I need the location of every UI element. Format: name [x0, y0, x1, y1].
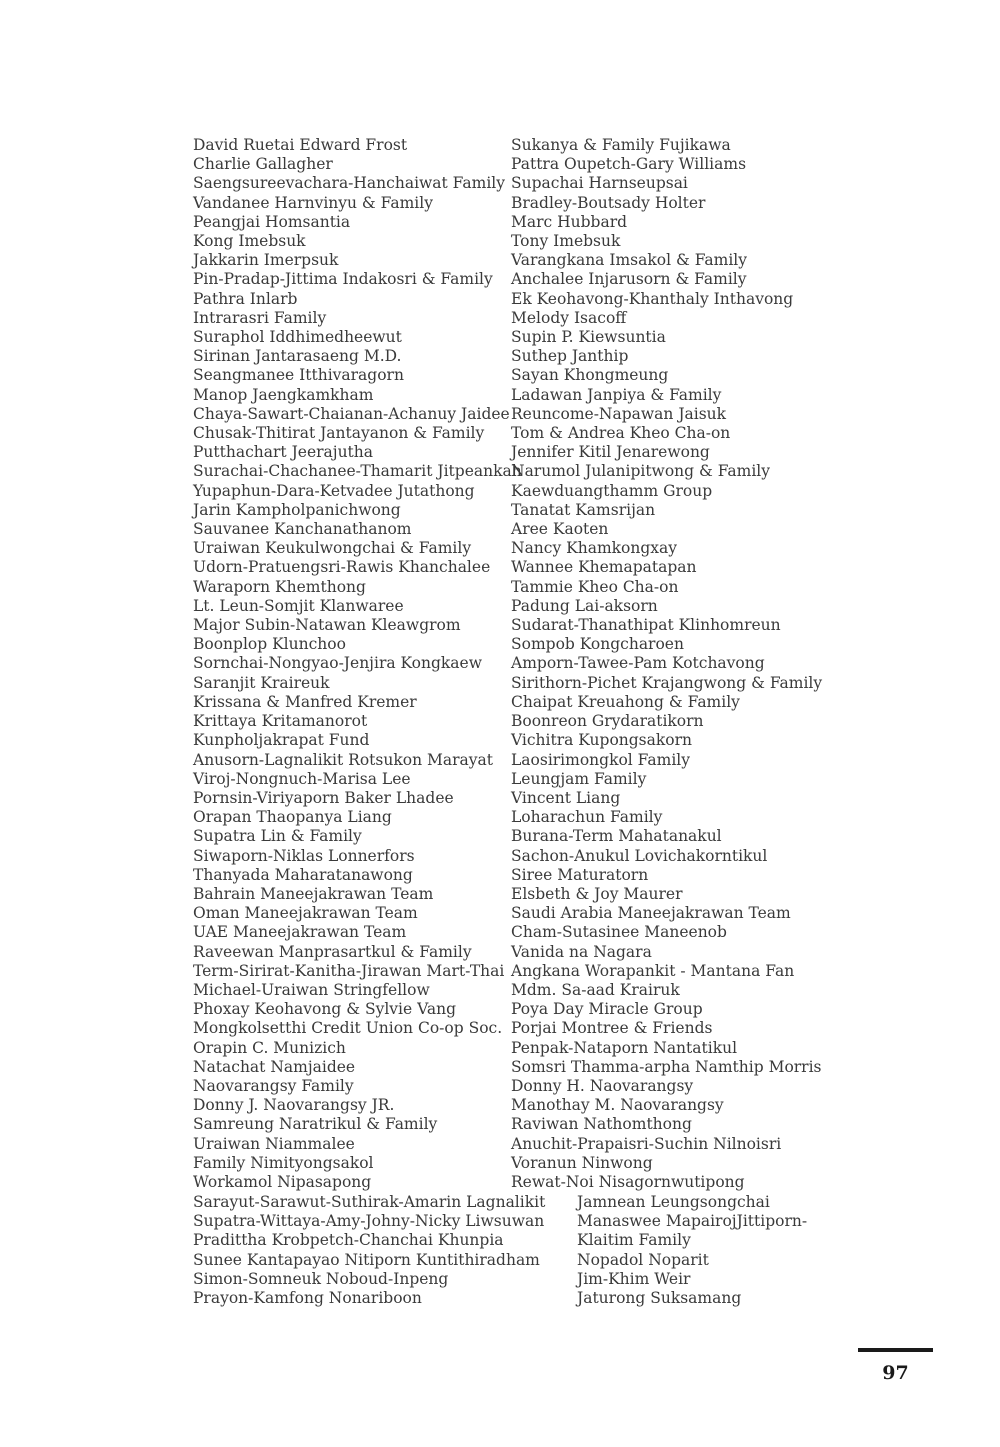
donor-name: Reuncome-Napawan Jaisuk [511, 404, 727, 423]
donor-name: Bahrain Maneejakrawan Team [193, 884, 434, 903]
donor-name: Boonplop Klunchoo [193, 635, 346, 654]
donor-name: Uraiwan Keukulwongchai & Family [193, 539, 472, 558]
donor-name: Vincent Liang [511, 788, 621, 807]
donor-name: Rewat-Noi Nisagornwutipong [511, 1172, 745, 1191]
donor-name: Seangmanee Itthivaragorn [193, 366, 404, 385]
donor-name: Jaturong Suksamang [577, 1289, 742, 1308]
donor-list-tail-right [577, 1193, 807, 1308]
donor-name: Supatra Lin & Family [193, 827, 362, 846]
donor-name: Saengsureevachara-Hanchaiwat Family [193, 174, 505, 193]
donor-name: Waraporn Khemthong [193, 577, 366, 596]
donor-name: Manaswee MapairojJittiporn- [577, 1212, 808, 1231]
donor-name: Pin-Pradap-Jittima Indakosri & Family [193, 270, 493, 289]
donor-name: Thanyada Maharatanawong [193, 865, 413, 884]
donor-list-right [511, 136, 822, 1192]
donor-name: Peangjai Homsantia [193, 212, 351, 231]
donor-name: Naovarangsy Family [193, 1076, 354, 1095]
donor-name: Bradley-Boutsady Holter [511, 193, 706, 212]
donor-name: Tanatat Kamsrijan [511, 500, 656, 519]
donor-name: Sornchai-Nongyao-Jenjira Kongkaew [193, 654, 482, 673]
donor-name: Voranun Ninwong [511, 1153, 653, 1172]
donor-name: Chaya-Sawart-Chaianan-Achanuy Jaidee [193, 404, 510, 423]
donor-name: Supachai Harnseupsai [511, 174, 688, 193]
donor-name: Anchalee Injarusorn & Family [511, 270, 747, 289]
donor-name: Yupaphun-Dara-Ketvadee Jutathong [193, 481, 475, 500]
donor-name: Anusorn-Lagnalikit Rotsukon Marayat [193, 750, 493, 769]
donor-name: Somsri Thamma-arpha Namthip Morris [511, 1057, 822, 1076]
donor-name: Cham-Sutasinee Maneenob [511, 923, 727, 942]
donor-name: Nopadol Noparit [577, 1250, 709, 1269]
donor-name: Pattra Oupetch-Gary Williams [511, 155, 747, 174]
donor-name: Major Subin-Natawan Kleawgrom [193, 616, 461, 635]
donor-name: Chaipat Kreuahong & Family [511, 692, 740, 711]
donor-name: Michael-Uraiwan Stringfellow [193, 980, 430, 999]
donor-name: Angkana Worapankit - Mantana Fan [511, 961, 795, 980]
donor-name: Krissana & Manfred Kremer [193, 692, 417, 711]
donor-name: Poya Day Miracle Group [511, 1000, 703, 1019]
page-number-rule [858, 1348, 933, 1352]
donor-name: Supin P. Kiewsuntia [511, 328, 666, 347]
donor-name: Elsbeth & Joy Maurer [511, 884, 683, 903]
donor-name: Sirithorn-Pichet Krajangwong & Family [511, 673, 823, 692]
donor-name: Family Nimityongsakol [193, 1153, 374, 1172]
donor-name: Viroj-Nongnuch-Marisa Lee [193, 769, 411, 788]
donor-name: Penpak-Nataporn Nantatikul [511, 1038, 738, 1057]
donor-name: Phoxay Keohavong & Sylvie Vang [193, 1000, 457, 1019]
donor-name: Suraphol Iddhimedheewut [193, 328, 402, 347]
donor-name: Loharachun Family [511, 808, 663, 827]
donor-name: Jarin Kampholpanichwong [193, 500, 401, 519]
donor-name: Sauvanee Kanchanathanom [193, 520, 412, 539]
donor-name: Krittaya Kritamanorot [193, 712, 368, 731]
donor-name: Anuchit-Prapaisri-Suchin Nilnoisri [511, 1134, 782, 1153]
donor-list-left [193, 136, 522, 1192]
donor-name: Sirinan Jantarasaeng M.D. [193, 347, 402, 366]
donor-name: Prayon-Kamfong Nonariboon [193, 1289, 422, 1308]
donor-name: Siwaporn-Niklas Lonnerfors [193, 846, 415, 865]
donor-name: Sachon-Anukul Lovichakorntikul [511, 846, 768, 865]
donor-name: Manop Jaengkamkham [193, 385, 374, 404]
donor-name: Sarayut-Sarawut-Suthirak-Amarin Lagnalikit [193, 1193, 546, 1211]
donor-name: Donny H. Naovarangsy [511, 1076, 694, 1095]
donor-name: Orapin C. Munizich [193, 1038, 346, 1057]
donor-name: Tom & Andrea Kheo Cha-on [511, 424, 731, 443]
donor-name: Oman Maneejakrawan Team [193, 904, 418, 923]
donor-name: Vichitra Kupongsakorn [511, 731, 692, 750]
donor-name: Mdm. Sa-aad Krairuk [511, 980, 680, 999]
donor-name: Term-Sirirat-Kanitha-Jirawan Mart-Thai [193, 961, 505, 980]
donor-name: Donny J. Naovarangsy JR. [193, 1096, 395, 1115]
donor-name: Aree Kaoten [511, 520, 609, 539]
donor-name: Vandanee Harnvinyu & Family [193, 193, 433, 212]
donor-name: Sompob Kongcharoen [511, 635, 684, 654]
donor-name: Jamnean Leungsongchai [577, 1193, 770, 1211]
donor-list-tail-left [193, 1193, 545, 1308]
donor-name: Melody Isacoff [511, 308, 627, 327]
donor-name: Manothay M. Naovarangsy [511, 1096, 724, 1115]
donor-name: Supatra-Wittaya-Amy-Johny-Nicky Liwsuwan [193, 1212, 545, 1231]
donor-name: Porjai Montree & Friends [511, 1019, 713, 1038]
donor-name: Lt. Leun-Somjit Klanwaree [193, 596, 404, 615]
donor-name: Boonreon Grydaratikorn [511, 712, 704, 731]
donor-name: Kong Imebsuk [193, 232, 306, 251]
donor-name: Vanida na Nagara [511, 942, 652, 961]
donor-name: Jim-Khim Weir [577, 1269, 691, 1288]
donor-name: Pornsin-Viriyaporn Baker Lhadee [193, 788, 454, 807]
donor-name: Kunpholjakrapat Fund [193, 731, 370, 750]
donor-name: Orapan Thaopanya Liang [193, 808, 392, 827]
donor-name: Simon-Somneuk Noboud-Inpeng [193, 1269, 449, 1288]
donor-name: Wannee Khemapatapan [511, 558, 697, 577]
donor-name: Jennifer Kitil Jenarewong [511, 443, 710, 462]
donor-name: Uraiwan Niammalee [193, 1134, 355, 1153]
donor-name: UAE Maneejakrawan Team [193, 923, 407, 942]
donor-name: Burana-Term Mahatanakul [511, 827, 722, 846]
donor-name: Saranjit Kraireuk [193, 673, 330, 692]
donor-name: Suthep Janthip [511, 347, 629, 366]
donor-name: Laosirimongkol Family [511, 750, 690, 769]
donor-name: Nancy Khamkongxay [511, 539, 678, 558]
donor-name: Ladawan Janpiya & Family [511, 385, 722, 404]
donor-name: Sudarat-Thanathipat Klinhomreun [511, 616, 781, 635]
donor-name: Narumol Julanipitwong & Family [511, 462, 771, 481]
donor-name: Tammie Kheo Cha-on [511, 577, 679, 596]
donor-name: Pathra Inlarb [193, 289, 298, 308]
donor-name: Raveewan Manprasartkul & Family [193, 942, 472, 961]
donor-name: Klaitim Family [577, 1231, 691, 1250]
donor-name: David Ruetai Edward Frost [193, 136, 408, 154]
donor-name: Sukanya & Family Fujikawa [511, 136, 731, 154]
donor-name: Leungjam Family [511, 769, 647, 788]
donor-name: Amporn-Tawee-Pam Kotchavong [511, 654, 765, 673]
donor-name: Mongkolsetthi Credit Union Co-op Soc. [193, 1019, 503, 1038]
donor-name: Tony Imebsuk [511, 232, 621, 251]
donor-name: Natachat Namjaidee [193, 1057, 356, 1076]
donor-name: Sunee Kantapayao Nitiporn Kuntithiradham [193, 1250, 540, 1269]
donor-name: Raviwan Nathomthong [511, 1115, 692, 1134]
page-number: 97 [882, 1362, 909, 1384]
donor-name: Udorn-Pratuengsri-Rawis Khanchalee [193, 558, 491, 577]
donor-name: Sayan Khongmeung [511, 366, 669, 385]
donor-name: Charlie Gallagher [193, 155, 333, 174]
donor-name: Saudi Arabia Maneejakrawan Team [511, 904, 791, 923]
donor-name: Workamol Nipasapong [193, 1172, 372, 1191]
donor-name: Jakkarin Imerpsuk [193, 251, 339, 270]
donor-name: Intrarasri Family [193, 308, 327, 327]
donor-name: Ek Keohavong-Khanthaly Inthavong [511, 289, 794, 308]
donor-name: Surachai-Chachanee-Thamarit Jitpeankah [193, 462, 522, 481]
donor-name: Kaewduangthamm Group [511, 481, 713, 500]
donor-name: Putthachart Jeerajutha [193, 443, 374, 462]
donor-name: Samreung Naratrikul & Family [193, 1115, 438, 1134]
donor-name: Padung Lai-aksorn [511, 596, 658, 615]
donor-name: Siree Maturatorn [511, 865, 649, 884]
donor-name: Chusak-Thitirat Jantayanon & Family [193, 424, 485, 443]
donor-name: Varangkana Imsakol & Family [511, 251, 748, 270]
donor-name: Pradittha Krobpetch-Chanchai Khunpia [193, 1231, 504, 1250]
donor-name: Marc Hubbard [511, 212, 628, 231]
